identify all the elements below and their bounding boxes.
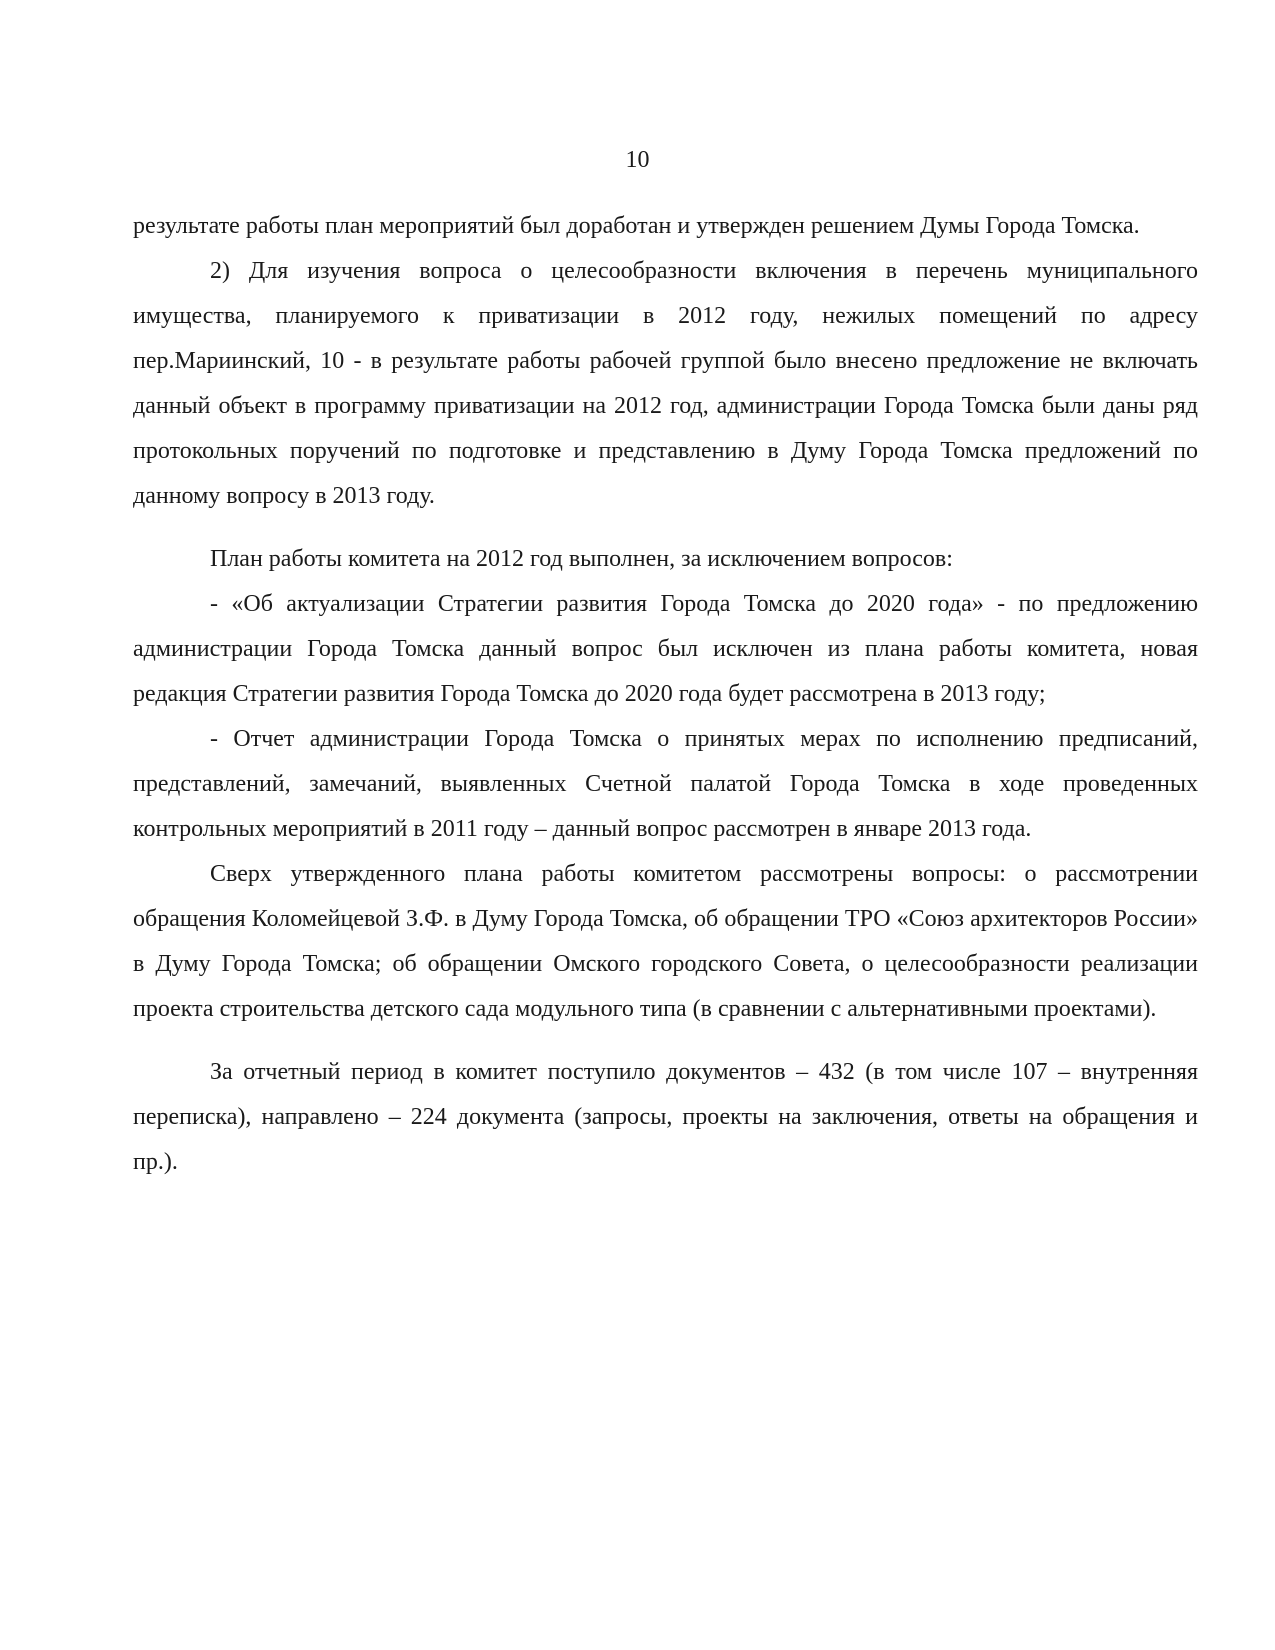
paragraph-exception-report: - Отчет администрации Города Томска о принятых мерах по исполнению предписаний, представлений, замечаний, выявленных Счетной палатой Города Томска в ходе проведенных контрольных мероприятий в 2011 году – данный вопрос рассмотрен в январе 2013 года. — [133, 726, 1198, 842]
paragraph-item-2: 2) Для изучения вопроса о целесообразности включения в перечень муниципального имущества, планируемого к приватизации в 2012 году, нежилых помещений по адресу пер.Мариинский, 10 - в результате работы рабочей группой было внесено предложение не включать данный объект в программу приватизации на 2012 год, администрации Города Томска были даны ряд протокольных поручений по подготовке и представлению в Думу Города Томска предложений по данному вопросу в 2013 году. — [133, 258, 1198, 509]
paragraph-extra-questions: Сверх утвержденного плана работы комитетом рассмотрены вопросы: о рассмотрении обращения Коломейцевой З.Ф. в Думу Города Томска, об обращении ТРО «Союз архитекторов России» в Думу Города Томска; об обращении Омского городского Совета, о целесообразности реализации проекта строительства детского сада модульного типа (в сравнении с альтернативными проектами). — [133, 861, 1198, 1022]
paragraph-continuation: результате работы план мероприятий был доработан и утвержден решением Думы Города Томска. — [133, 213, 1140, 239]
paragraph-exception-strategy: - «Об актуализации Стратегии развития Города Томска до 2020 года» - по предложению администрации Города Томска данный вопрос был исключен из плана работы комитета, новая редакция Стратегии развития Города Томска до 2020 года будет рассмотрена в 2013 году; — [133, 591, 1198, 707]
document-body — [133, 204, 1198, 1185]
page-number: 10 — [625, 147, 650, 173]
paragraph-documents-stats: За отчетный период в комитет поступило документов – 432 (в том числе 107 – внутренняя переписка), направлено – 224 документа (запросы, проекты на заключения, ответы на обращения и пр.). — [133, 1059, 1198, 1175]
paragraph-plan-status: План работы комитета на 2012 год выполнен, за исключением вопросов: — [210, 546, 953, 572]
